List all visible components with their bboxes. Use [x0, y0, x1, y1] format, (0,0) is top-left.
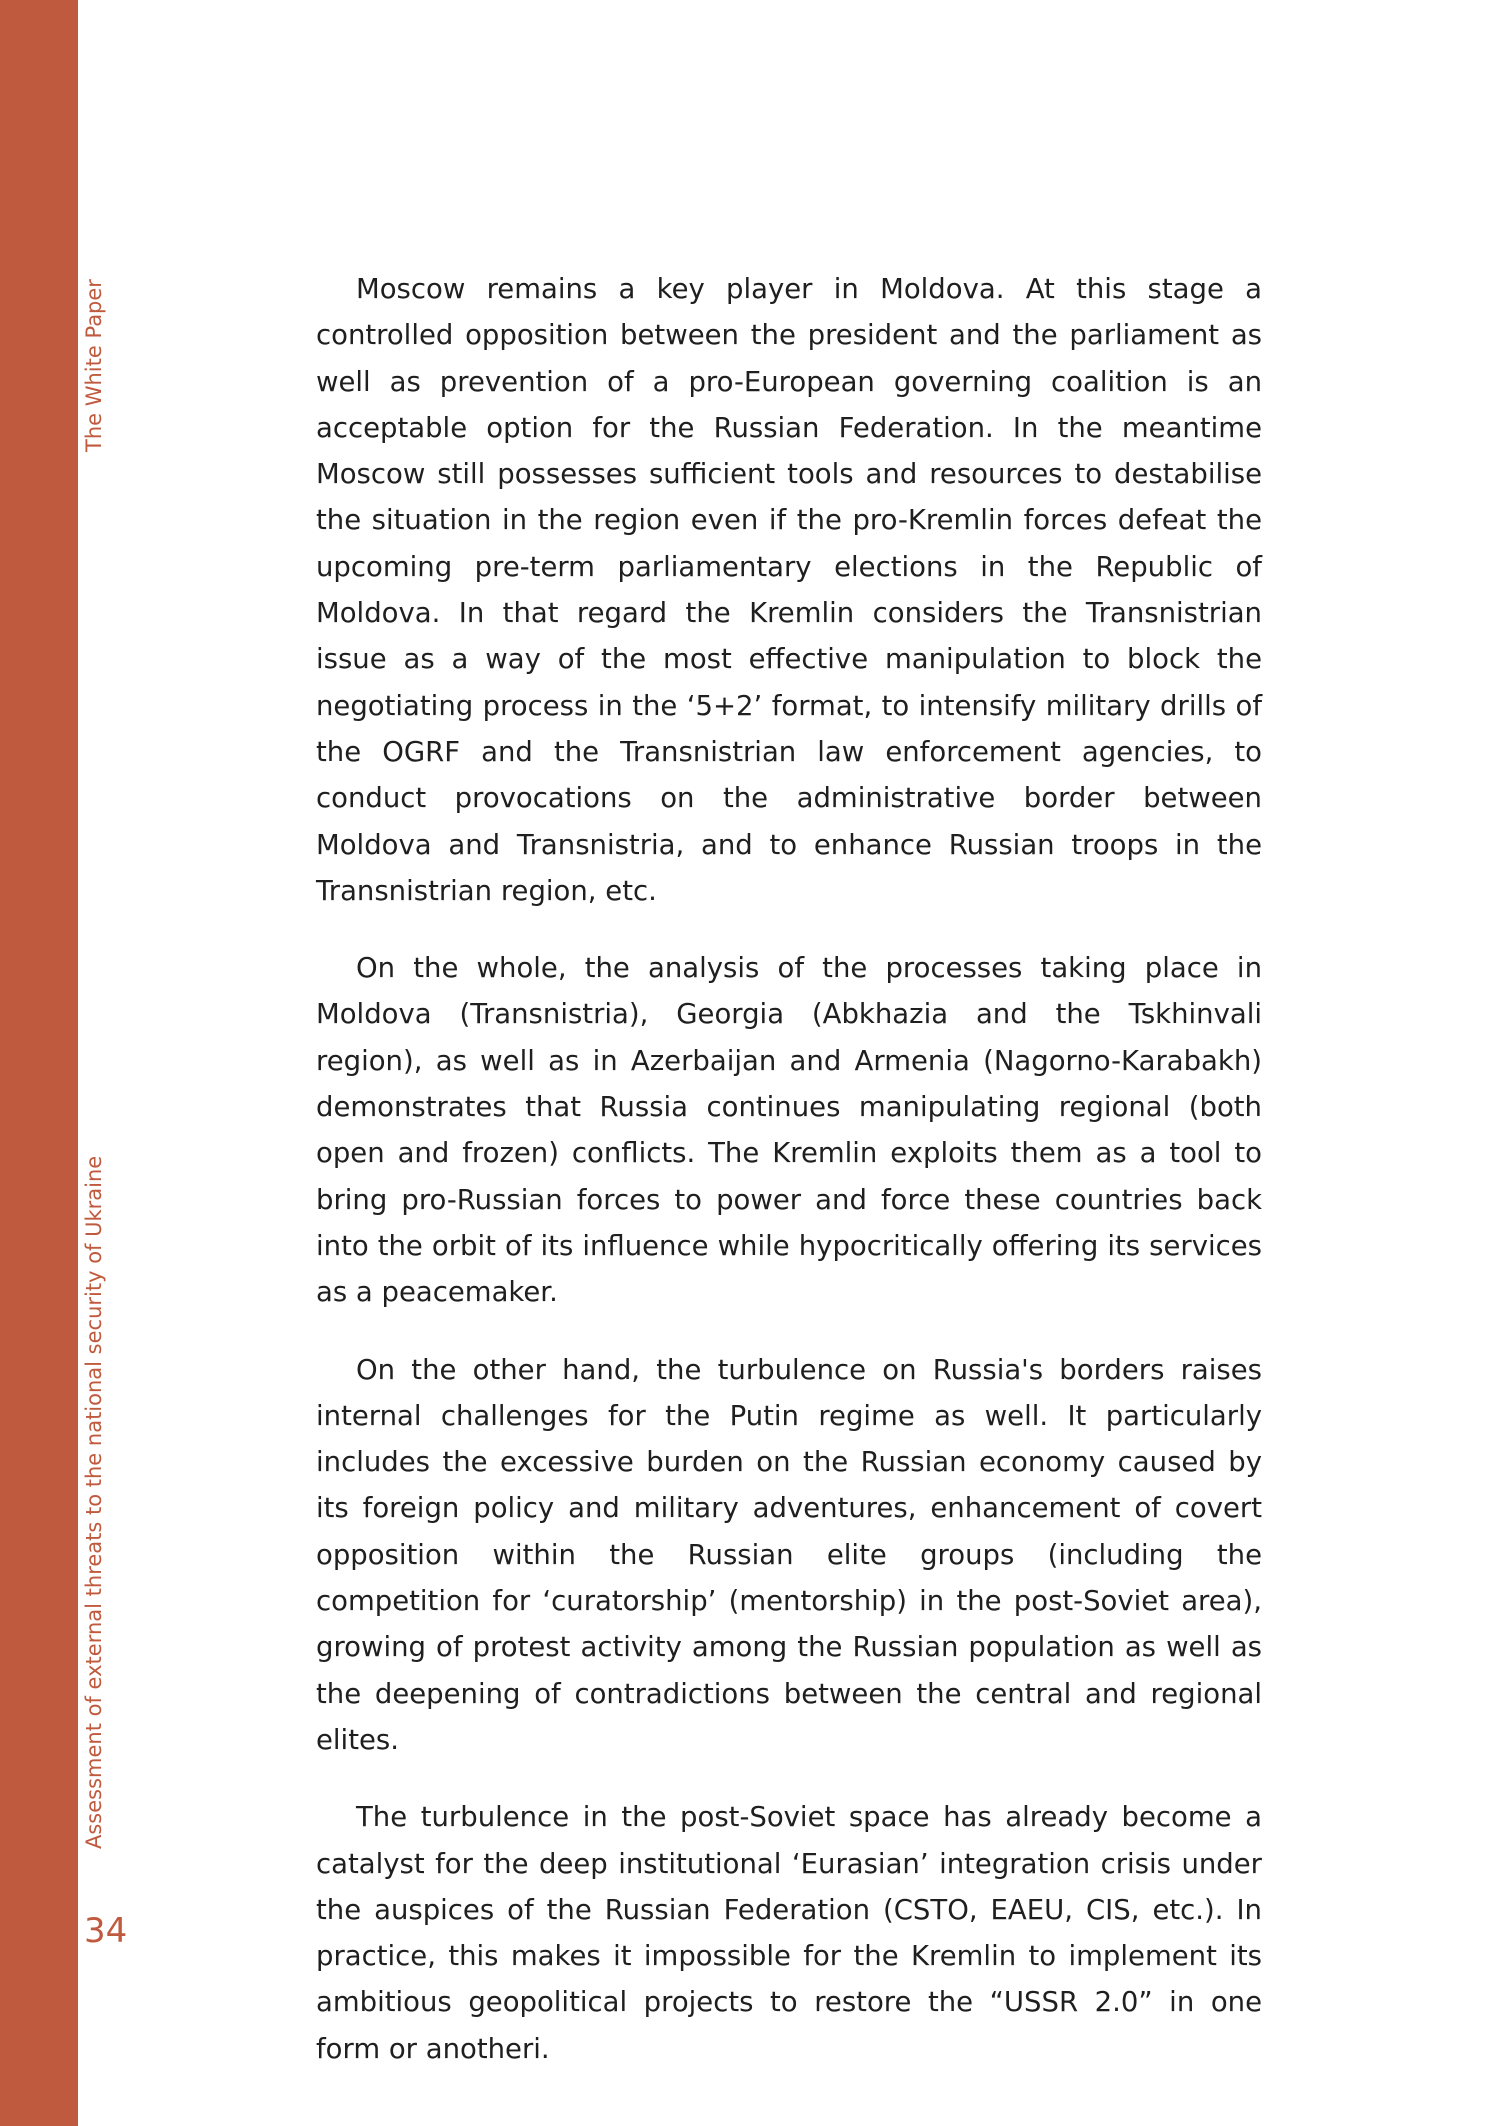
paragraph: On the other hand, the turbulence on Russia's borders raises internal challenges for the Putin regime as well. It particularly includes the excessive burden on the Russian economy caused by its foreign policy and military adventures, enhancement of covert opposition within the Russian elite groups (including the competition for ‘curatorship’ (mentorship) in the post-Soviet area), growing of protest activity among the Russian population as well as the deepening of contradictions between the central and regional elites.	[316, 1353, 1262, 1756]
paragraph: Moscow remains a key player in Moldova. At this stage a controlled opposition between the president and the parliament as well as prevention of a pro-European governing coalition is an acceptable option for the Russian Federation. In the meantime Moscow still possesses sufficient tools and resources to destabilise the situation in the region even if the pro-Kremlin forces defeat the upcoming pre-term parliamentary elections in the Republic of Moldova. In that regard the Kremlin considers the Transnistrian issue as a way of the most effective manipulation to block the negotiating process in the ‘5+2’ format, to intensify military drills of the OGRF and the Transnistrian law enforcement agencies, to conduct provocations on the administrative border between Moldova and Transnistria, and to enhance Russian troops in the Transnistrian region, etc.	[316, 273, 1262, 907]
running-subtitle: Assessment of external threats to the national security of Ukraine	[82, 1155, 106, 1849]
paragraph: The turbulence in the post-Soviet space has already become a catalyst for the deep institutional ‘Eurasian’ integration crisis under the auspices of the Russian Federation (CSTO, EAEU, CIS, etc.). In practice, this makes it impossible for the Kremlin to implement its ambitious geopolitical projects to restore the “USSR 2.0” in one form or anotheri.	[316, 1801, 1262, 2065]
page-number: 34	[84, 1911, 128, 1951]
body-text	[316, 266, 1262, 2103]
sidebar-color-band	[0, 0, 78, 2126]
running-title: The White Paper	[82, 279, 106, 452]
paragraph: On the whole, the analysis of the processes taking place in Moldova (Transnistria), Georgia (Abkhazia and the Tskhinvali region), as well as in Azerbaijan and Armenia (Nagorno-Karabakh) demonstrates that Russia continues manipulating regional (both open and frozen) conflicts. The Kremlin exploits them as a tool to bring pro-Russian forces to power and force these countries back into the orbit of its influence while hypocritically offering its services as a peacemaker.	[316, 952, 1262, 1309]
